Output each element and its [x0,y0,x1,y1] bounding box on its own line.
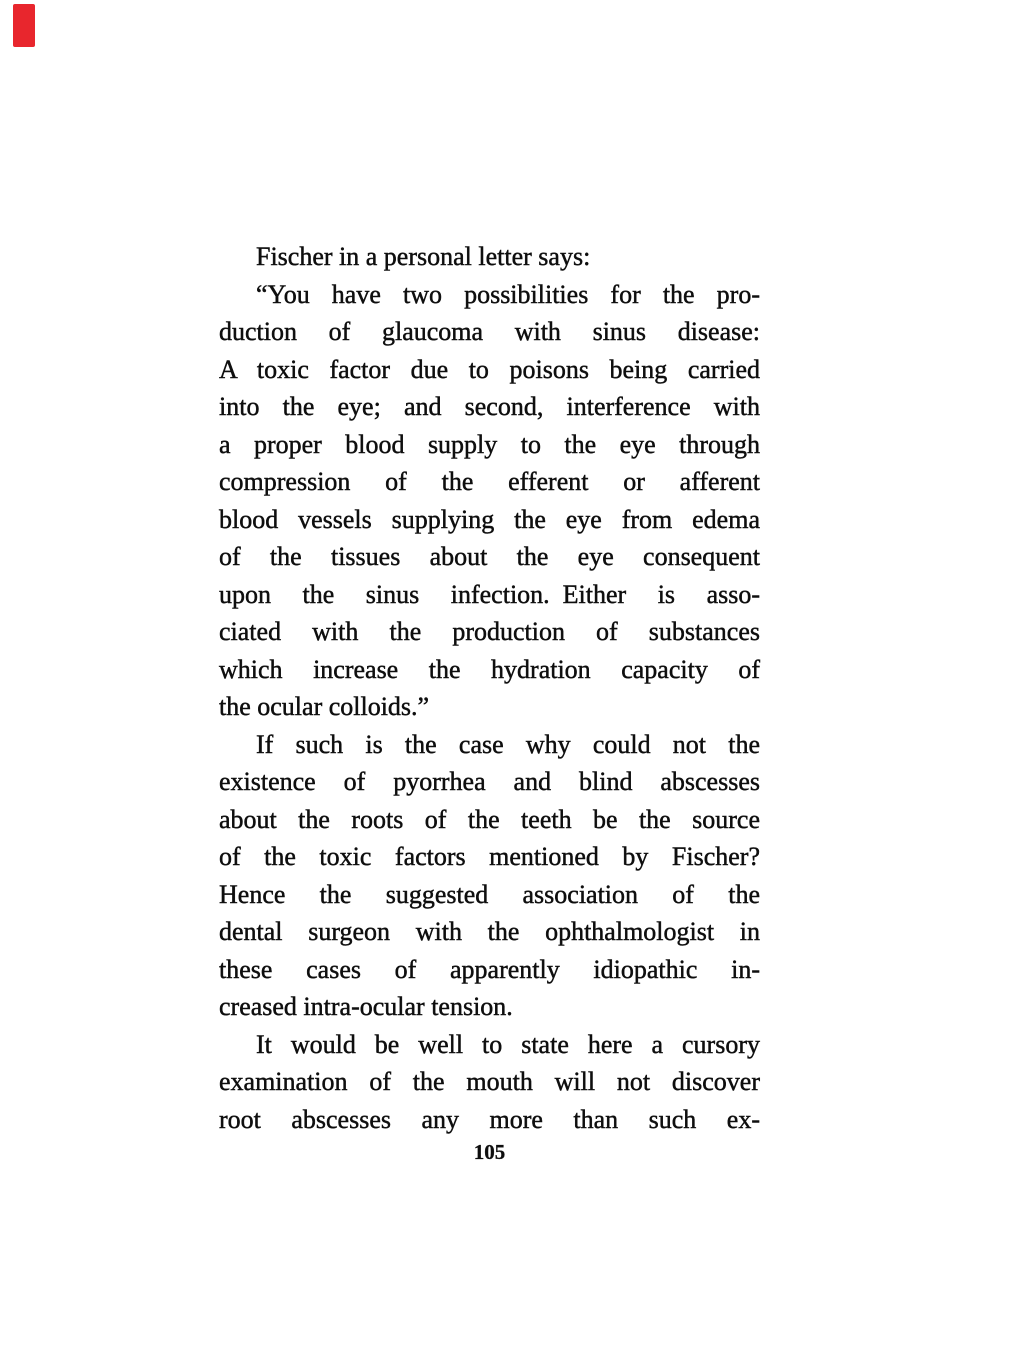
text-line: which increase the hydration capacity of [219,654,760,684]
text-line: duction of glaucoma with sinus disease: [219,317,760,346]
text-line: a proper blood supply to the eye through [219,429,760,459]
text-line: these cases of apparently idiopathic in- [219,954,760,984]
text-line: creased intra-ocular tension. [219,992,513,1021]
text-line: A toxic factor due to poisons being carried [219,354,760,384]
text-line: of the tissues about the eye consequent [219,542,760,571]
red-corner-mark [13,4,35,47]
text-line: into the eye; and second, interference with [219,392,760,421]
text-line: If such is the case why could not the [256,729,760,759]
text-line: ciated with the production of substances [219,617,760,646]
text-line: Hence the suggested association of the [219,879,760,909]
text-line: the ocular colloids.” [219,692,430,721]
text-line: existence of pyorrhea and blind abscesses [219,767,760,796]
text-line: compression of the efferent or afferent [219,467,760,496]
page-number: 105 [473,1140,506,1164]
text-line: upon the sinus infection. Either is asso- [219,579,760,609]
page-text-block [219,238,760,1138]
text-line: root abscesses any more than such ex- [219,1104,760,1134]
text-line: of the toxic factors mentioned by Fischer? [219,842,760,871]
text-line: dental surgeon with the ophthalmologist in [219,917,760,946]
text-line: blood vessels supplying the eye from edema [219,504,760,534]
text-line: It would be well to state here a cursory [256,1029,760,1059]
text-line: Fischer in a personal letter says: [256,242,591,271]
text-line: “You have two possibilities for the pro- [256,279,760,309]
text-line: examination of the mouth will not discover [219,1067,760,1096]
text-line: about the roots of the teeth be the source [219,804,760,834]
